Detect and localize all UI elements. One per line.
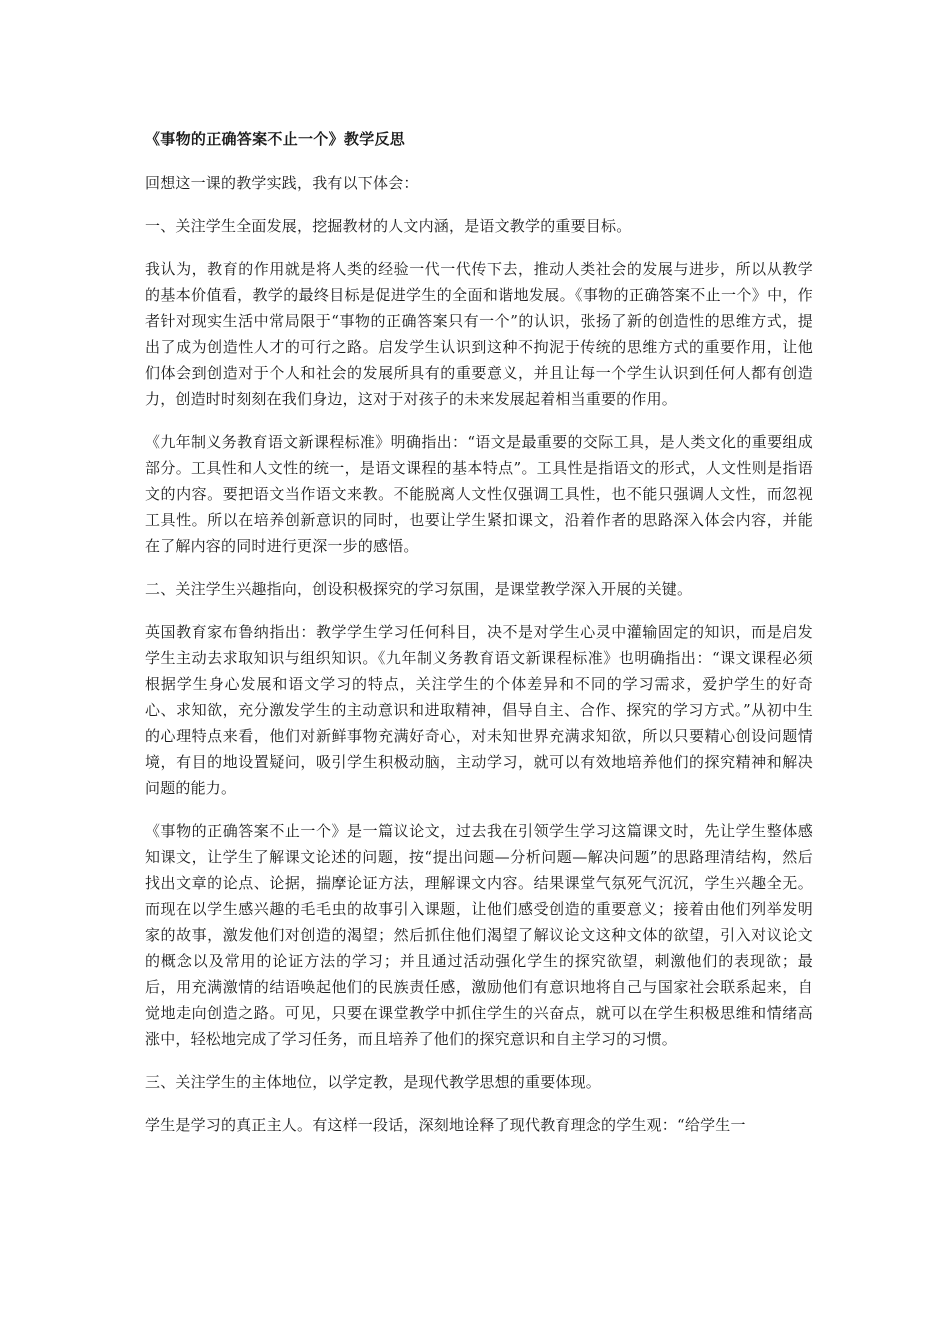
paragraph-5: 学生是学习的真正主人。有这样一段话，深刻地诠释了现代教育理念的学生观：“给学生一 (145, 1116, 746, 1134)
paragraph-1: 我认为，教育的作用就是将人类的经验一代一代传下去，推动人类社会的发展与进步，所以从教学的基本价值看，教学的最终目标是促进学生的全面和谐地发展。《事物的正确答案不止一个》中，作者针对现实生活中常局限于“事物的正确答案只有一个”的认识，张扬了新的创造性的思维方式，提出了成为创造性人才的可行之路。启发学生认识到这种不拘泥于传统的思维方式的重要作用，让他们体会到创造对于个人和社会的发展所具有的重要意义，并且让每一个学生认识到任何人都有创造力，创造时时刻刻在我们身边，这对于对孩子的未来发展起着相当重要的作用。 (145, 260, 813, 408)
section-heading-1: 一、关注学生全面发展，挖掘教材的人文内涵，是语文教学的重要目标。 (145, 217, 632, 235)
section-heading-3: 三、关注学生的主体地位，以学定教，是现代教学思想的重要体现。 (145, 1073, 602, 1091)
paragraph-intro: 回想这一课的教学实践，我有以下体会： (145, 174, 419, 192)
paragraph-2: 《九年制义务教育语文新课程标准》明确指出：“语文是最重要的交际工具，是人类文化的重要组成部分。工具性和人文性的统一，是语文课程的基本特点”。工具性是指语文的形式，人文性则是指语文的内容。要把语文当作语文来教。不能脱离人文性仅强调工具性，也不能只强调人文性，而忽视工具性。所以在培养创新意识的同时，也要让学生紧扣课文，沿着作者的思路深入体会内容，并能在了解内容的同时进行更深一步的感悟。 (145, 433, 813, 555)
document-title: 《事物的正确答案不止一个》教学反思 (145, 130, 406, 148)
paragraph-3: 英国教育家布鲁纳指出：教学学生学习任何科目，决不是对学生心灵中灌输固定的知识，而是启发学生主动去求取知识与组织知识。《九年制义务教育语文新课程标准》也明确指出：“课文课程必须根据学生身心发展和语文学习的特点，关注学生的个体差异和不同的学习需求，爱护学生的好奇心、求知欲，充分激发学生的主动意识和进取精神，倡导自主、合作、探究的学习方式。”从初中生的心理特点来看，他们对新鲜事物充满好奇心，对未知世界充满求知欲，所以只要精心创设问题情境，有目的地设置疑问，吸引学生积极动脑，主动学习，就可以有效地培养他们的探究精神和解决问题的能力。 (145, 623, 813, 797)
section-heading-2: 二、关注学生兴趣指向，创设积极探究的学习氛围，是课堂教学深入开展的关键。 (145, 580, 693, 598)
paragraph-4: 《事物的正确答案不止一个》是一篇议论文，过去我在引领学生学习这篇课文时，先让学生整体感知课文，让学生了解课文论述的问题，按“提出问题—分析问题—解决问题”的思路理清结构，然后找出文章的论点、论据，揣摩论证方法，理解课文内容。结果课堂气氛死气沉沉，学生兴趣全无。而现在以学生感兴趣的毛毛虫的故事引入课题，让他们感受创造的重要意义；接着由他们列举发明家的故事，激发他们对创造的渴望；然后抓住他们渴望了解议论文这种文体的欲望，引入对议论文的概念以及常用的论证方法的学习；并且通过活动强化学生的探究欲望，刺激他们的表现欲；最后，用充满激情的结语唤起他们的民族责任感，激励他们有意识地将自己与国家社会联系起来，自觉地走向创造之路。可见，只要在课堂教学中抓住学生的兴奋点，就可以在学生积极思维和情绪高涨中，轻松地完成了学习任务，而且培养了他们的探究意识和自主学习的习惯。 (145, 822, 813, 1048)
document-page (145, 128, 813, 1155)
